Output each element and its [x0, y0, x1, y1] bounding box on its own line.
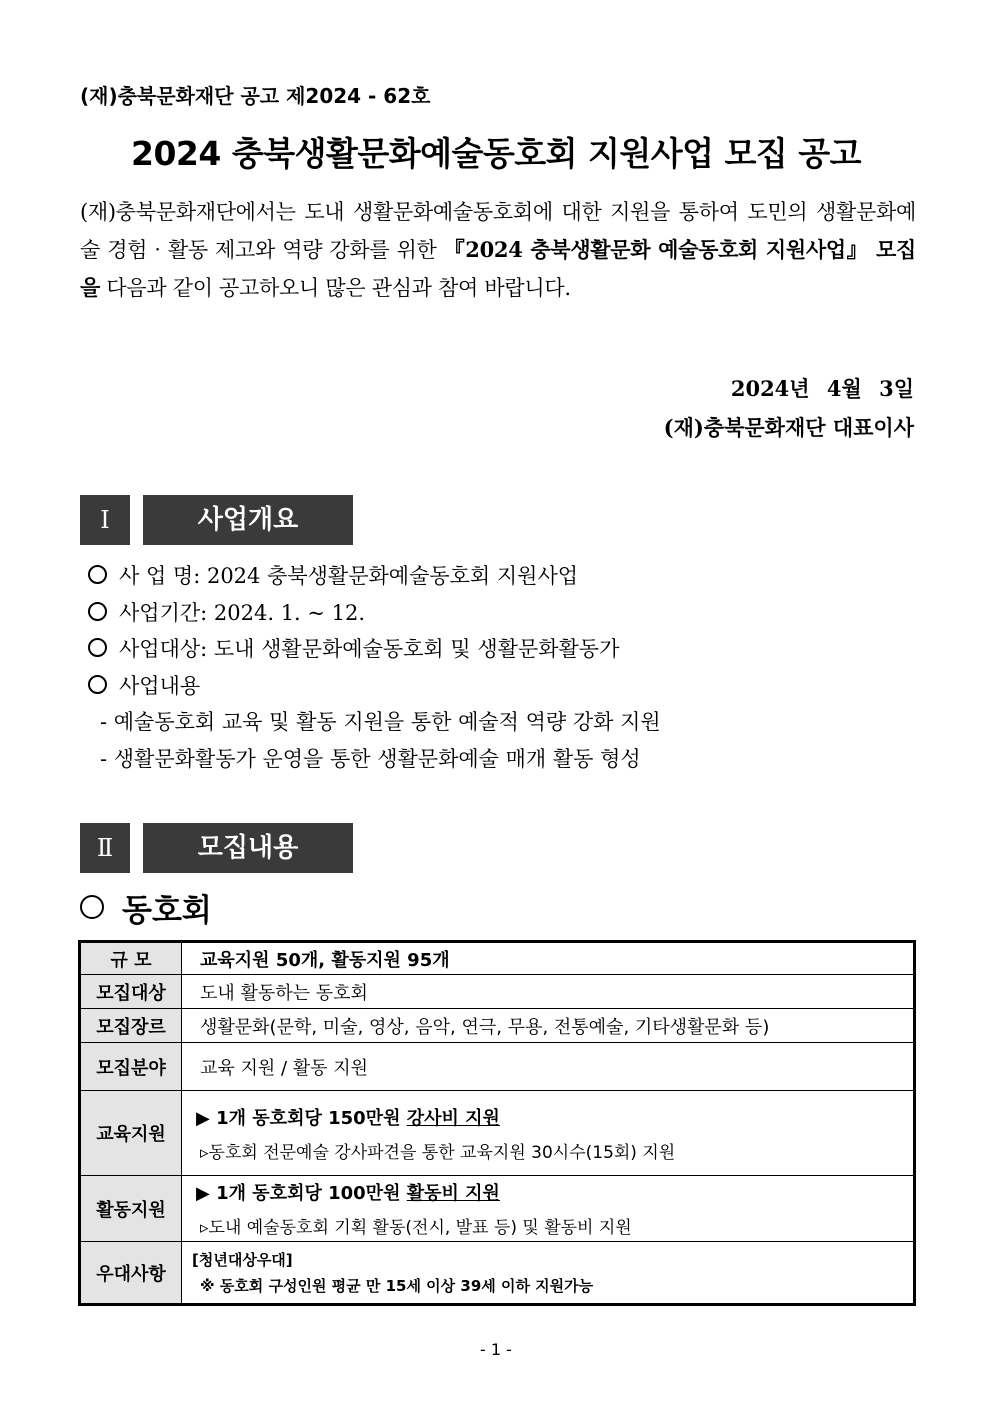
list-item [88, 558, 661, 595]
recruit-table [78, 940, 916, 1306]
page-number: - 1 - [480, 1340, 512, 1359]
table-row [80, 1242, 915, 1305]
table-row [80, 942, 915, 975]
label-target: 모집대상 [80, 975, 182, 1009]
value-edu [182, 1091, 915, 1176]
sub-item: - 생활문화활동가 운영을 통한 생활문화예술 매개 활동 형성 [100, 746, 641, 771]
item-text: 사업내용 [119, 673, 201, 698]
page-title: 2024 충북생활문화예술동호회 지원사업 모집 공고 [131, 134, 861, 173]
intro-part1: (재)충북문화재단에서는 도내 생활문화예술동호회에 대한 지원을 통하여 도민의 생활문화예술 경험‧활동 제고와 역량 강화를 위한 [80, 200, 916, 262]
sub-item: - 예술동호회 교육 및 활동 지원을 통한 예술적 역량 강화 지원 [100, 710, 661, 734]
subheading-text: 동호회 [122, 893, 212, 929]
signer: (재)충북문화재단 대표이사 [663, 415, 914, 440]
list-item [88, 631, 661, 668]
table-row [80, 1176, 915, 1242]
act-main-underline: 활동비 지원 [406, 1183, 500, 1204]
section2-number: Ⅱ [80, 823, 130, 873]
item-text: 사 업 명: 2024 충북생활문화예술동호회 지원사업 [119, 564, 579, 588]
table-row [80, 1043, 915, 1091]
intro-part2: 다음과 같이 공고하오니 많은 관심과 참여 바랍니다. [100, 276, 571, 300]
circle-bullet-icon [88, 675, 107, 694]
act-sub: ▹도내 예술동호회 기획 활동(전시, 발표 등) 및 활동비 지원 [200, 1218, 632, 1238]
section1-list [88, 558, 661, 777]
edu-sub: ▹동호회 전문예술 강사파견을 통한 교육지원 30시수(15회) 지원 [200, 1142, 676, 1163]
section1-title: 사업개요 [143, 495, 353, 545]
circle-bullet-icon [88, 602, 107, 621]
label-preference: 우대사항 [80, 1242, 182, 1305]
label-field: 모집분야 [80, 1043, 182, 1091]
table-row [80, 975, 915, 1009]
table-row [80, 1091, 915, 1176]
label-edu: 교육지원 [80, 1091, 182, 1176]
intro-bold: 『2024 충북생활문화 예술동호회 지원사업』 모집을 [80, 237, 917, 300]
intro-paragraph [80, 194, 916, 307]
section1-number: Ⅰ [80, 495, 130, 545]
pref-head: [청년대상우대] [192, 1251, 293, 1269]
label-activity: 활동지원 [80, 1176, 182, 1242]
circle-bullet-icon [80, 895, 104, 919]
value-preference [182, 1242, 915, 1305]
value-field: 교육 지원 / 활동 지원 [182, 1043, 915, 1091]
value-genre: 생활문화(문학, 미술, 영상, 음악, 연극, 무용, 전통예술, 기타생활문화 등) [182, 1009, 915, 1043]
item-text: 사업대상: 도내 생활문화예술동호회 및 생활문화활동가 [119, 637, 620, 661]
notice-date: 2024년 4월 3일 [730, 376, 914, 401]
notice-number: (재)충북문화재단 공고 제2024 - 62호 [80, 84, 431, 108]
act-main [196, 1179, 913, 1205]
value-activity [182, 1176, 915, 1242]
value-target: 도내 활동하는 동호회 [182, 975, 915, 1009]
table-row [80, 1009, 915, 1043]
circle-bullet-icon [88, 565, 107, 584]
edu-main [196, 1104, 913, 1130]
value-scale: 교육지원 50개, 활동지원 95개 [182, 942, 915, 975]
label-scale: 규 모 [80, 942, 182, 975]
section2-title: 모집내용 [143, 823, 353, 873]
edu-main-underline: 강사비 지원 [406, 1107, 500, 1129]
list-item [88, 595, 661, 632]
club-subheading [80, 885, 212, 930]
list-item [88, 668, 661, 705]
pref-line: ※ 동호회 구성인원 평균 만 15세 이상 39세 이하 지원가능 [200, 1277, 594, 1295]
edu-main-prefix: ▶ 1개 동호회당 150만원 [196, 1107, 407, 1129]
act-main-prefix: ▶ 1개 동호회당 100만원 [196, 1183, 407, 1204]
circle-bullet-icon [88, 638, 107, 657]
item-text: 사업기간: 2024. 1. ~ 12. [119, 600, 366, 625]
label-genre: 모집장르 [80, 1009, 182, 1043]
